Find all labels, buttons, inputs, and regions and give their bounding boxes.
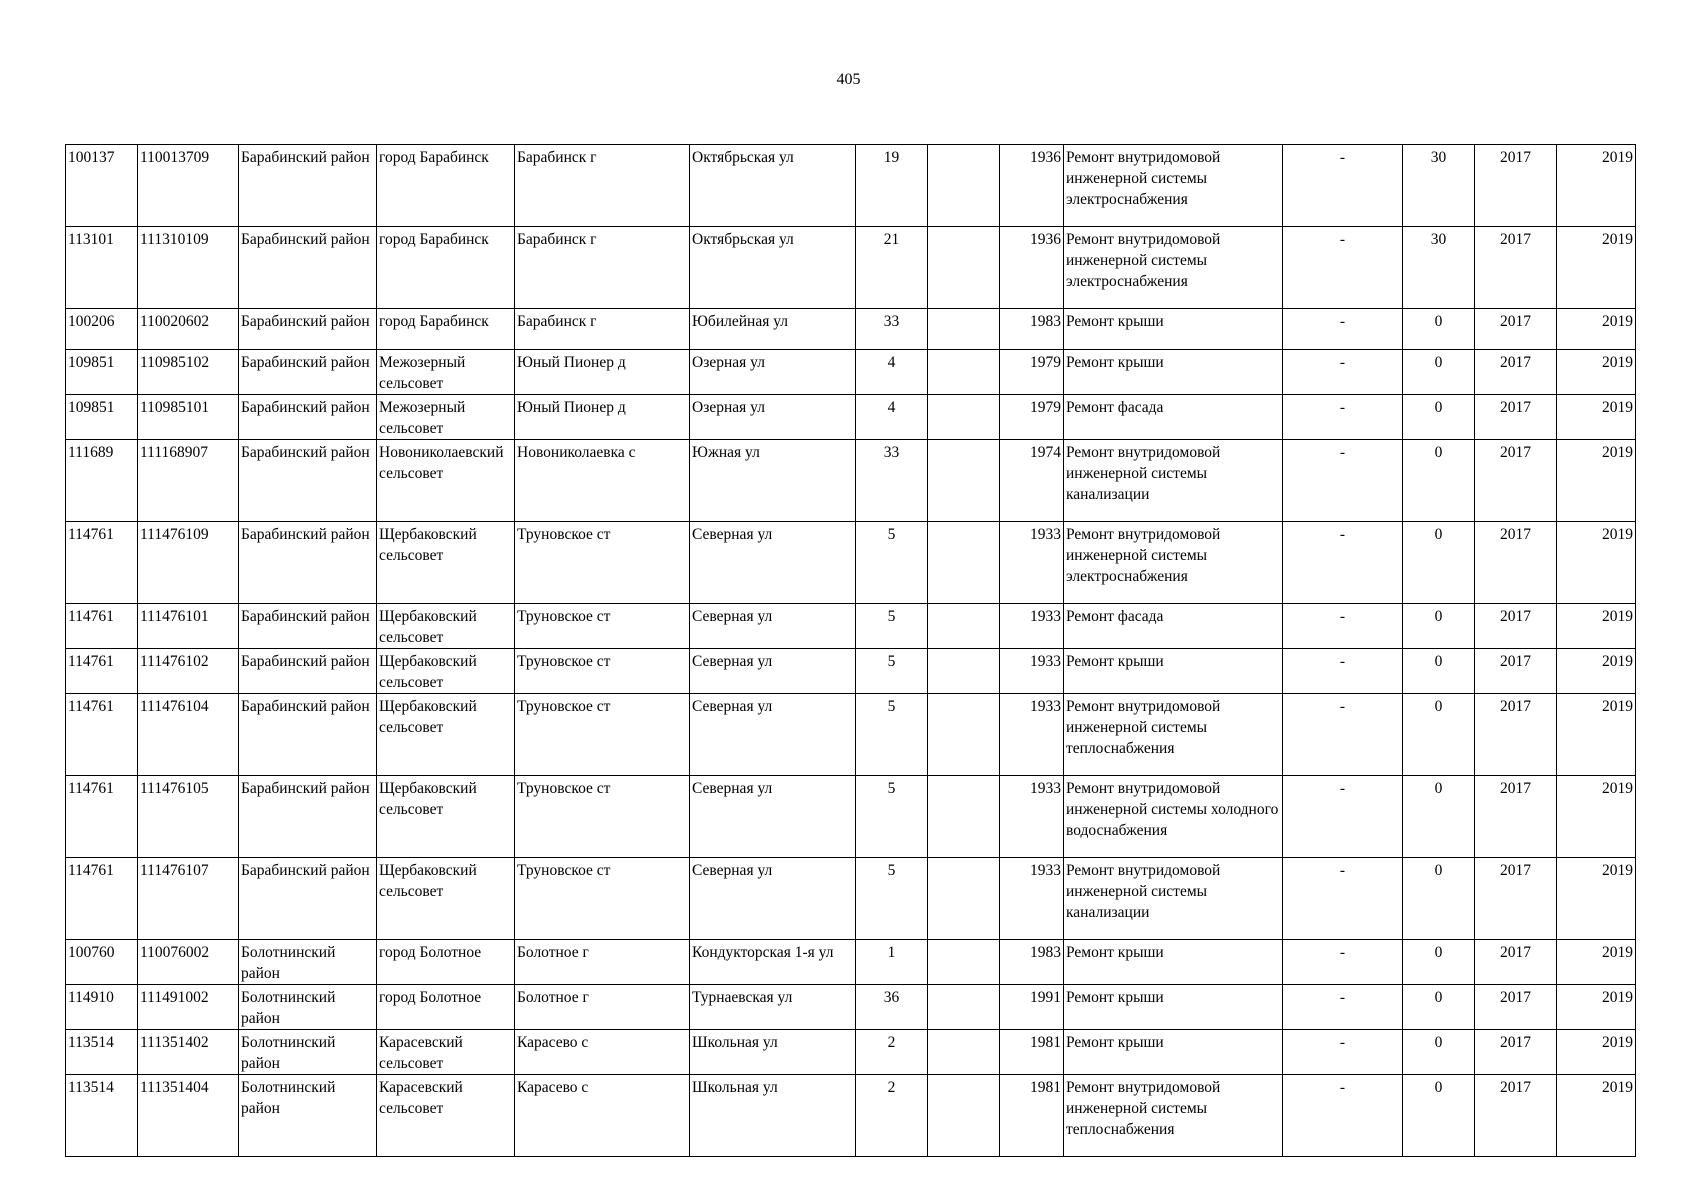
cell-object-id: 113101 [66, 227, 138, 309]
cell-building [928, 940, 1000, 985]
cell-object-id: 114761 [66, 522, 138, 604]
cell-municipality: Щербаковский сельсовет [377, 694, 515, 776]
cell-end-year: 2019 [1557, 776, 1636, 858]
cell-end-year: 2019 [1557, 1075, 1636, 1157]
table-row [66, 522, 1636, 604]
cell-settlement: Барабинск г [515, 227, 690, 309]
cell-record-id: 111476109 [138, 522, 239, 604]
cell-district: Барабинский район [239, 776, 377, 858]
cell-record-id: 110985102 [138, 350, 239, 395]
cell-street: Юбилейная ул [690, 309, 856, 350]
cell-municipality: город Барабинск [377, 145, 515, 227]
cell-object-id: 111689 [66, 440, 138, 522]
cell-settlement: Труновское ст [515, 776, 690, 858]
cell-year-built: 1936 [1000, 145, 1064, 227]
cell-district: Барабинский район [239, 649, 377, 694]
cell-street: Северная ул [690, 604, 856, 649]
cell-district: Барабинский район [239, 440, 377, 522]
cell-wear-value: 0 [1403, 858, 1475, 940]
cell-house-number: 21 [856, 227, 928, 309]
cell-building [928, 395, 1000, 440]
cell-wear-value: 30 [1403, 227, 1475, 309]
cell-wear-value: 0 [1403, 440, 1475, 522]
cell-municipality: Щербаковский сельсовет [377, 649, 515, 694]
cell-work-type: Ремонт внутридомовой инженерной системы электроснабжения [1064, 522, 1283, 604]
cell-dash-value: - [1283, 940, 1403, 985]
cell-end-year: 2019 [1557, 858, 1636, 940]
cell-work-type: Ремонт внутридомовой инженерной системы теплоснабжения [1064, 1075, 1283, 1157]
cell-building [928, 227, 1000, 309]
cell-municipality: город Болотное [377, 985, 515, 1030]
cell-building [928, 694, 1000, 776]
cell-start-year: 2017 [1475, 145, 1557, 227]
cell-year-built: 1933 [1000, 694, 1064, 776]
cell-object-id: 113514 [66, 1030, 138, 1075]
cell-work-type: Ремонт фасада [1064, 395, 1283, 440]
cell-object-id: 100760 [66, 940, 138, 985]
cell-start-year: 2017 [1475, 776, 1557, 858]
cell-object-id: 113514 [66, 1075, 138, 1157]
cell-building [928, 350, 1000, 395]
cell-end-year: 2019 [1557, 522, 1636, 604]
cell-work-type: Ремонт крыши [1064, 1030, 1283, 1075]
cell-municipality: Новониколаевский сельсовет [377, 440, 515, 522]
cell-year-built: 1933 [1000, 776, 1064, 858]
cell-object-id: 114910 [66, 985, 138, 1030]
cell-district: Барабинский район [239, 227, 377, 309]
cell-dash-value: - [1283, 985, 1403, 1030]
cell-district: Барабинский район [239, 309, 377, 350]
cell-street: Озерная ул [690, 350, 856, 395]
cell-settlement: Труновское ст [515, 858, 690, 940]
cell-municipality: Щербаковский сельсовет [377, 604, 515, 649]
cell-building [928, 145, 1000, 227]
cell-dash-value: - [1283, 309, 1403, 350]
cell-record-id: 111476107 [138, 858, 239, 940]
cell-dash-value: - [1283, 1075, 1403, 1157]
cell-wear-value: 0 [1403, 395, 1475, 440]
cell-street: Южная ул [690, 440, 856, 522]
cell-work-type: Ремонт крыши [1064, 309, 1283, 350]
cell-work-type: Ремонт крыши [1064, 350, 1283, 395]
cell-house-number: 1 [856, 940, 928, 985]
table-row [66, 227, 1636, 309]
cell-district: Барабинский район [239, 395, 377, 440]
cell-wear-value: 0 [1403, 694, 1475, 776]
cell-start-year: 2017 [1475, 440, 1557, 522]
cell-end-year: 2019 [1557, 145, 1636, 227]
cell-object-id: 100137 [66, 145, 138, 227]
table-row [66, 940, 1636, 985]
cell-start-year: 2017 [1475, 309, 1557, 350]
cell-year-built: 1933 [1000, 604, 1064, 649]
cell-district: Барабинский район [239, 350, 377, 395]
table-row [66, 694, 1636, 776]
table-row [66, 604, 1636, 649]
cell-dash-value: - [1283, 522, 1403, 604]
cell-wear-value: 0 [1403, 522, 1475, 604]
cell-record-id: 111351402 [138, 1030, 239, 1075]
cell-work-type: Ремонт фасада [1064, 604, 1283, 649]
cell-work-type: Ремонт внутридомовой инженерной системы канализации [1064, 858, 1283, 940]
cell-settlement: Барабинск г [515, 145, 690, 227]
table-row [66, 395, 1636, 440]
cell-wear-value: 0 [1403, 985, 1475, 1030]
cell-wear-value: 0 [1403, 776, 1475, 858]
table-row [66, 858, 1636, 940]
cell-dash-value: - [1283, 350, 1403, 395]
cell-dash-value: - [1283, 440, 1403, 522]
cell-street: Северная ул [690, 522, 856, 604]
cell-year-built: 1991 [1000, 985, 1064, 1030]
cell-district: Барабинский район [239, 522, 377, 604]
cell-record-id: 111476104 [138, 694, 239, 776]
cell-start-year: 2017 [1475, 649, 1557, 694]
cell-start-year: 2017 [1475, 1030, 1557, 1075]
cell-start-year: 2017 [1475, 940, 1557, 985]
cell-wear-value: 0 [1403, 309, 1475, 350]
cell-record-id: 111491002 [138, 985, 239, 1030]
cell-start-year: 2017 [1475, 395, 1557, 440]
cell-dash-value: - [1283, 604, 1403, 649]
cell-start-year: 2017 [1475, 227, 1557, 309]
table-row [66, 1030, 1636, 1075]
cell-work-type: Ремонт внутридомовой инженерной системы электроснабжения [1064, 145, 1283, 227]
cell-house-number: 5 [856, 776, 928, 858]
cell-dash-value: - [1283, 649, 1403, 694]
cell-building [928, 985, 1000, 1030]
cell-building [928, 649, 1000, 694]
cell-object-id: 100206 [66, 309, 138, 350]
cell-record-id: 111310109 [138, 227, 239, 309]
registry-rows [66, 145, 1636, 1157]
cell-building [928, 522, 1000, 604]
table-row [66, 440, 1636, 522]
cell-street: Школьная ул [690, 1075, 856, 1157]
table-row [66, 649, 1636, 694]
cell-district: Болотнинский район [239, 1030, 377, 1075]
cell-building [928, 1075, 1000, 1157]
cell-object-id: 114761 [66, 604, 138, 649]
registry-table [65, 144, 1636, 1157]
cell-dash-value: - [1283, 1030, 1403, 1075]
cell-wear-value: 0 [1403, 940, 1475, 985]
cell-dash-value: - [1283, 776, 1403, 858]
cell-record-id: 110013709 [138, 145, 239, 227]
cell-street: Северная ул [690, 858, 856, 940]
cell-object-id: 114761 [66, 858, 138, 940]
cell-end-year: 2019 [1557, 309, 1636, 350]
cell-end-year: 2019 [1557, 604, 1636, 649]
cell-end-year: 2019 [1557, 1030, 1636, 1075]
cell-settlement: Труновское ст [515, 604, 690, 649]
cell-dash-value: - [1283, 694, 1403, 776]
cell-house-number: 4 [856, 350, 928, 395]
cell-settlement: Болотное г [515, 940, 690, 985]
cell-year-built: 1979 [1000, 350, 1064, 395]
cell-work-type: Ремонт внутридомовой инженерной системы электроснабжения [1064, 227, 1283, 309]
cell-street: Северная ул [690, 649, 856, 694]
cell-year-built: 1981 [1000, 1075, 1064, 1157]
cell-house-number: 5 [856, 694, 928, 776]
cell-district: Болотнинский район [239, 985, 377, 1030]
cell-building [928, 440, 1000, 522]
cell-record-id: 110076002 [138, 940, 239, 985]
cell-record-id: 111351404 [138, 1075, 239, 1157]
cell-end-year: 2019 [1557, 985, 1636, 1030]
cell-wear-value: 0 [1403, 1030, 1475, 1075]
cell-dash-value: - [1283, 145, 1403, 227]
cell-building [928, 776, 1000, 858]
cell-end-year: 2019 [1557, 940, 1636, 985]
cell-work-type: Ремонт внутридомовой инженерной системы теплоснабжения [1064, 694, 1283, 776]
cell-record-id: 111476102 [138, 649, 239, 694]
table-row [66, 776, 1636, 858]
cell-street: Северная ул [690, 776, 856, 858]
cell-municipality: Щербаковский сельсовет [377, 858, 515, 940]
cell-dash-value: - [1283, 227, 1403, 309]
cell-work-type: Ремонт внутридомовой инженерной системы канализации [1064, 440, 1283, 522]
cell-house-number: 19 [856, 145, 928, 227]
cell-year-built: 1979 [1000, 395, 1064, 440]
cell-year-built: 1981 [1000, 1030, 1064, 1075]
cell-settlement: Новониколаевка с [515, 440, 690, 522]
cell-end-year: 2019 [1557, 227, 1636, 309]
cell-start-year: 2017 [1475, 985, 1557, 1030]
cell-house-number: 5 [856, 649, 928, 694]
cell-street: Октябрьская ул [690, 145, 856, 227]
cell-dash-value: - [1283, 395, 1403, 440]
cell-end-year: 2019 [1557, 350, 1636, 395]
cell-dash-value: - [1283, 858, 1403, 940]
cell-record-id: 110020602 [138, 309, 239, 350]
cell-object-id: 109851 [66, 350, 138, 395]
cell-municipality: город Болотное [377, 940, 515, 985]
cell-work-type: Ремонт крыши [1064, 985, 1283, 1030]
cell-municipality: Карасевский сельсовет [377, 1075, 515, 1157]
cell-object-id: 114761 [66, 694, 138, 776]
cell-district: Барабинский район [239, 694, 377, 776]
cell-work-type: Ремонт крыши [1064, 649, 1283, 694]
cell-house-number: 4 [856, 395, 928, 440]
cell-work-type: Ремонт внутридомовой инженерной системы холодного водоснабжения [1064, 776, 1283, 858]
cell-wear-value: 0 [1403, 649, 1475, 694]
cell-record-id: 111168907 [138, 440, 239, 522]
cell-street: Озерная ул [690, 395, 856, 440]
cell-street: Северная ул [690, 694, 856, 776]
cell-street: Школьная ул [690, 1030, 856, 1075]
cell-end-year: 2019 [1557, 694, 1636, 776]
cell-house-number: 2 [856, 1030, 928, 1075]
cell-settlement: Болотное г [515, 985, 690, 1030]
cell-wear-value: 0 [1403, 1075, 1475, 1157]
cell-record-id: 111476101 [138, 604, 239, 649]
cell-municipality: Межозерный сельсовет [377, 350, 515, 395]
cell-settlement: Карасево с [515, 1030, 690, 1075]
cell-district: Барабинский район [239, 858, 377, 940]
cell-year-built: 1933 [1000, 858, 1064, 940]
cell-street: Турнаевская ул [690, 985, 856, 1030]
table-row [66, 350, 1636, 395]
cell-district: Барабинский район [239, 145, 377, 227]
cell-street: Кондукторская 1-я ул [690, 940, 856, 985]
cell-district: Болотнинский район [239, 940, 377, 985]
cell-start-year: 2017 [1475, 522, 1557, 604]
page-number: 405 [836, 71, 861, 88]
cell-settlement: Труновское ст [515, 522, 690, 604]
cell-house-number: 5 [856, 522, 928, 604]
cell-start-year: 2017 [1475, 350, 1557, 395]
cell-settlement: Барабинск г [515, 309, 690, 350]
cell-municipality: Щербаковский сельсовет [377, 776, 515, 858]
cell-wear-value: 30 [1403, 145, 1475, 227]
cell-house-number: 2 [856, 1075, 928, 1157]
cell-record-id: 111476105 [138, 776, 239, 858]
table-row [66, 1075, 1636, 1157]
cell-wear-value: 0 [1403, 604, 1475, 649]
cell-year-built: 1933 [1000, 522, 1064, 604]
cell-municipality: Межозерный сельсовет [377, 395, 515, 440]
cell-object-id: 109851 [66, 395, 138, 440]
cell-settlement: Юный Пионер д [515, 395, 690, 440]
cell-settlement: Карасево с [515, 1075, 690, 1157]
cell-object-id: 114761 [66, 776, 138, 858]
cell-house-number: 36 [856, 985, 928, 1030]
cell-building [928, 309, 1000, 350]
cell-start-year: 2017 [1475, 1075, 1557, 1157]
cell-end-year: 2019 [1557, 649, 1636, 694]
cell-municipality: Щербаковский сельсовет [377, 522, 515, 604]
cell-house-number: 5 [856, 858, 928, 940]
cell-house-number: 33 [856, 309, 928, 350]
cell-street: Октябрьская ул [690, 227, 856, 309]
table-row [66, 145, 1636, 227]
cell-municipality: город Барабинск [377, 227, 515, 309]
cell-year-built: 1983 [1000, 309, 1064, 350]
cell-building [928, 604, 1000, 649]
cell-district: Барабинский район [239, 604, 377, 649]
cell-year-built: 1974 [1000, 440, 1064, 522]
cell-end-year: 2019 [1557, 395, 1636, 440]
cell-work-type: Ремонт крыши [1064, 940, 1283, 985]
cell-year-built: 1936 [1000, 227, 1064, 309]
table-row [66, 309, 1636, 350]
cell-municipality: Карасевский сельсовет [377, 1030, 515, 1075]
cell-building [928, 858, 1000, 940]
cell-object-id: 114761 [66, 649, 138, 694]
cell-end-year: 2019 [1557, 440, 1636, 522]
cell-settlement: Юный Пионер д [515, 350, 690, 395]
cell-building [928, 1030, 1000, 1075]
cell-house-number: 33 [856, 440, 928, 522]
cell-start-year: 2017 [1475, 694, 1557, 776]
cell-settlement: Труновское ст [515, 694, 690, 776]
cell-record-id: 110985101 [138, 395, 239, 440]
cell-district: Болотнинский район [239, 1075, 377, 1157]
table-row [66, 985, 1636, 1030]
cell-start-year: 2017 [1475, 858, 1557, 940]
cell-municipality: город Барабинск [377, 309, 515, 350]
cell-settlement: Труновское ст [515, 649, 690, 694]
cell-year-built: 1983 [1000, 940, 1064, 985]
cell-house-number: 5 [856, 604, 928, 649]
cell-start-year: 2017 [1475, 604, 1557, 649]
cell-year-built: 1933 [1000, 649, 1064, 694]
cell-wear-value: 0 [1403, 350, 1475, 395]
